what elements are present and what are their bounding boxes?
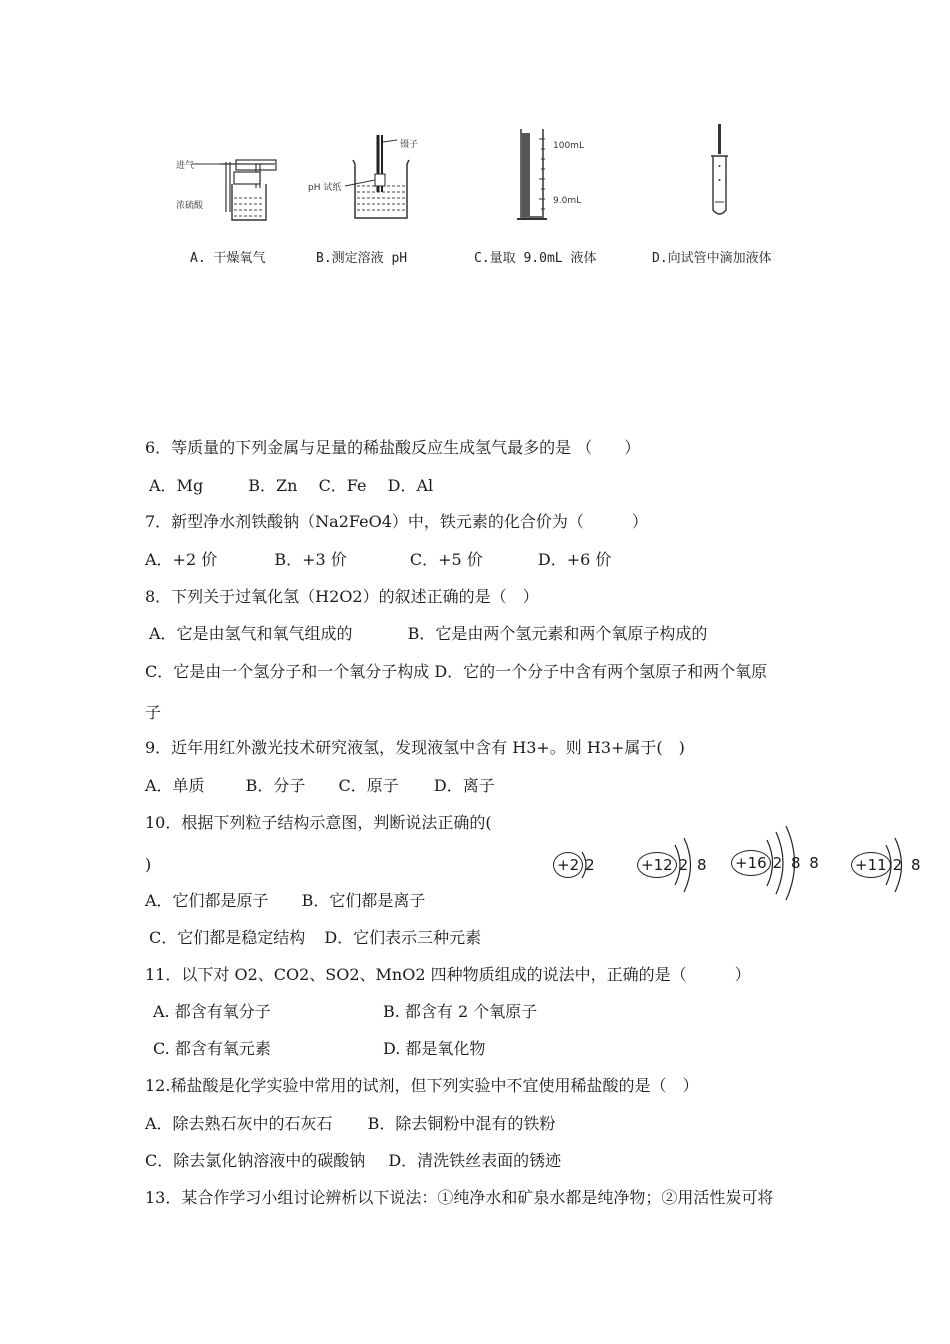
particle-diagram-2 bbox=[637, 852, 709, 878]
nucleus: +2 bbox=[553, 852, 583, 878]
question-9-stem: 9．近年用红外激光技术研究液氢，发现液氢中含有 H3+。则 H3+属于( ) bbox=[145, 738, 685, 757]
option-d: D．它的一个分子中含有两个氢原子和两个氧原 bbox=[434, 662, 768, 681]
nucleus: +16 bbox=[731, 850, 771, 876]
option-a: A. 都含有氧分子 bbox=[153, 1002, 271, 1021]
question-7-stem: 7．新型净水剂铁酸钠（Na2FeO4）中，铁元素的化合价为（ ） bbox=[145, 512, 648, 531]
particle-diagram-3 bbox=[731, 850, 821, 876]
question-12-options-row2 bbox=[145, 1151, 561, 1171]
option-b: B．它们都是离子 bbox=[301, 891, 426, 910]
option-b: B．它是由两个氢元素和两个氧原子构成的 bbox=[407, 624, 708, 643]
option-b: B．分子 bbox=[245, 776, 306, 795]
question-8-stem: 8．下列关于过氧化氢（H2O2）的叙述正确的是（ ） bbox=[145, 587, 539, 606]
option-b: B．Zn bbox=[248, 476, 298, 495]
cylinder-mark-label: 9.0mL bbox=[553, 196, 582, 206]
shell-electrons: 2 8 8 bbox=[772, 854, 821, 872]
option-c: C．Fe bbox=[318, 476, 367, 495]
option-b: B．+3 价 bbox=[274, 550, 347, 569]
question-8-option-d-cont: 子 bbox=[145, 703, 162, 722]
question-12-options-row1 bbox=[145, 1114, 555, 1134]
option-a: A．除去熟石灰中的石灰石 bbox=[145, 1114, 333, 1133]
option-a: A．它们都是原子 bbox=[145, 891, 269, 910]
option-b: B．除去铜粉中混有的铁粉 bbox=[367, 1114, 556, 1133]
figure-d-caption: D.向试管中滴加液体 bbox=[652, 251, 772, 266]
option-a: A．它是由氢气和氧气组成的 bbox=[149, 624, 353, 643]
option-a: A．Mg bbox=[149, 476, 204, 495]
option-c: C．原子 bbox=[338, 776, 399, 795]
nucleus: +12 bbox=[637, 852, 677, 878]
option-c: C．它们都是稳定结构 bbox=[149, 928, 306, 947]
figure-c-caption: C.量取 9.0mL 液体 bbox=[474, 251, 597, 266]
question-11-options-row2 bbox=[145, 1039, 485, 1059]
shell-electrons: 2 8 bbox=[678, 856, 709, 874]
nucleus: +11 bbox=[851, 852, 891, 878]
question-11-stem: 11．以下对 O2、CO2、SO2、MnO2 四种物质组成的说法中，正确的是（ ） bbox=[145, 965, 751, 984]
question-10-options-row1 bbox=[145, 891, 425, 911]
shell-electrons: 2 8 bbox=[892, 856, 923, 874]
option-d: D．离子 bbox=[433, 776, 495, 795]
option-b: B. 都含有 2 个氧原子 bbox=[383, 1002, 538, 1021]
question-10-options-row2 bbox=[145, 928, 481, 948]
option-a: A．+2 价 bbox=[145, 550, 218, 569]
question-13-stem: 13．某合作学习小组讨论辨析以下说法：①纯净水和矿泉水都是纯净物；②用活性炭可将 bbox=[145, 1188, 774, 1207]
option-d: D．它们表示三种元素 bbox=[324, 928, 482, 947]
inlet-label: 进气 bbox=[176, 161, 195, 171]
particle-diagram-4 bbox=[851, 852, 923, 878]
option-a: A．单质 bbox=[145, 776, 205, 795]
option-d: D．Al bbox=[387, 476, 434, 495]
option-c: C．它是由一个氢分子和一个氧分子构成 bbox=[145, 662, 430, 681]
acid-label: 浓硫酸 bbox=[176, 201, 204, 211]
option-c: C．除去氯化钠溶液中的碳酸钠 bbox=[145, 1151, 366, 1170]
figure-b-caption: B.测定溶液 pH bbox=[316, 251, 408, 266]
question-12-stem: 12.稀盐酸是化学实验中常用的试剂，但下列实验中不宜使用稀盐酸的是（ ） bbox=[145, 1076, 699, 1095]
option-d: D. 都是氧化物 bbox=[383, 1039, 486, 1058]
cylinder-top-label: 100mL bbox=[553, 141, 584, 151]
question-6-stem: 6．等质量的下列金属与足量的稀盐酸反应生成氢气最多的是 （ ） bbox=[145, 438, 641, 457]
question-11-options-row1 bbox=[145, 1002, 537, 1022]
option-d: D．+6 价 bbox=[537, 550, 612, 569]
question-10-stem: 10．根据下列粒子结构示意图，判断说法正确的( bbox=[145, 813, 492, 832]
option-c: C．+5 价 bbox=[409, 550, 483, 569]
ph-paper-label: pH 试纸 bbox=[308, 183, 342, 193]
tongs-label: 镊子 bbox=[400, 140, 419, 150]
option-d: D．清洗铁丝表面的锈迹 bbox=[388, 1151, 562, 1170]
question-10-stem-cont: ) bbox=[145, 855, 152, 874]
particle-diagram-1 bbox=[553, 852, 597, 878]
option-c: C. 都含有氧元素 bbox=[153, 1039, 271, 1058]
shell-electrons: 2 bbox=[585, 856, 597, 874]
figure-a-caption: A. 干燥氧气 bbox=[190, 251, 266, 266]
